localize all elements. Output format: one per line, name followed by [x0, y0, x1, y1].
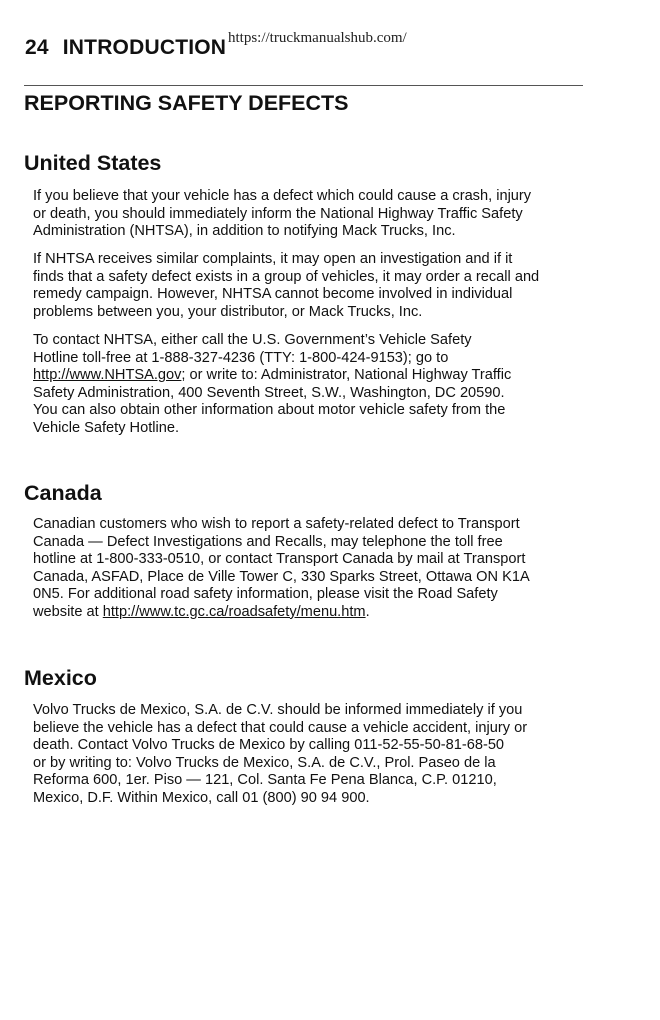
text-run: . [365, 603, 370, 620]
section-heading-united-states: United States [24, 151, 162, 175]
mexico-paragraph [33, 702, 583, 807]
us-paragraph-3 [33, 332, 583, 437]
text-line: believe the vehicle has a defect that could cause a vehicle accident, injury or [33, 719, 528, 736]
text-run: ; or write to: Administrator, National Highway Traffic [181, 367, 512, 383]
header-divider [24, 85, 583, 86]
text-line: problems between you, your distributor, or Mack Trucks, Inc. [33, 303, 423, 320]
chapter-title: INTRODUCTION [62, 36, 227, 59]
page-title: REPORTING SAFETY DEFECTS [24, 91, 349, 115]
text-line: Canada — Defect Investigations and Recalls, may telephone the toll free [33, 533, 503, 550]
canada-paragraph [33, 516, 583, 621]
text-line: To contact NHTSA, either call the U.S. Government’s Vehicle Safety [33, 332, 472, 348]
us-paragraph-2 [33, 251, 583, 321]
text-line: hotline at 1-800-333-0510, or contact Transport Canada by mail at Transport [33, 551, 526, 567]
text-line: or by writing to: Volvo Trucks de Mexico, S.A. de C.V., Prol. Paseo de la [33, 754, 496, 771]
page-header [25, 36, 226, 60]
text-line: or death, you should immediately inform the National Highway Traffic Safety [33, 205, 523, 222]
text-line: Hotline toll-free at 1-888-327-4236 (TTY: 1-800-424-9153); go to [33, 349, 449, 366]
text-line: Canada, ASFAD, Place de Ville Tower C, 330 Sparks Street, Ottawa ON K1A [33, 568, 530, 585]
text-line: finds that a safety defect exists in a group of vehicles, it may order a recall and [33, 268, 540, 285]
text-run: website at [33, 603, 103, 620]
text-line: death. Contact Volvo Trucks de Mexico by calling 011-52-55-50-81-68-50 [33, 737, 505, 753]
section-heading-canada: Canada [24, 481, 102, 505]
transport-canada-link[interactable]: http://www.tc.gc.ca/roadsafety/menu.htm [102, 603, 366, 620]
text-line: remedy campaign. However, NHTSA cannot become involved in individual [33, 286, 513, 302]
text-line: If you believe that your vehicle has a defect which could cause a crash, injury [33, 188, 532, 204]
page-number: 24 [25, 36, 49, 59]
text-line [33, 367, 583, 385]
text-line: Safety Administration, 400 Seventh Street, S.W., Washington, DC 20590. [33, 384, 505, 401]
watermark-url: https://truckmanualshub.com/ [228, 30, 407, 46]
text-line: Canadian customers who wish to report a safety-related defect to Transport [33, 516, 520, 532]
text-line: If NHTSA receives similar complaints, it may open an investigation and if it [33, 251, 513, 267]
us-paragraph-1 [33, 188, 583, 241]
text-line: 0N5. For additional road safety information, please visit the Road Safety [33, 586, 498, 602]
text-line: You can also obtain other information about motor vehicle safety from the [33, 402, 506, 418]
section-heading-mexico: Mexico [24, 666, 97, 690]
nhtsa-link[interactable]: http://www.NHTSA.gov [33, 367, 182, 383]
text-line: Reforma 600, 1er. Piso — 121, Col. Santa Fe Pena Blanca, C.P. 01210, [33, 772, 497, 788]
text-line: Mexico, D.F. Within Mexico, call 01 (800) 90 94 900. [33, 789, 370, 806]
text-line: Vehicle Safety Hotline. [33, 419, 180, 436]
text-line: Administration (NHTSA), in addition to notifying Mack Trucks, Inc. [33, 223, 456, 239]
text-line: Volvo Trucks de Mexico, S.A. de C.V. should be informed immediately if you [33, 702, 523, 718]
text-line [33, 604, 583, 622]
